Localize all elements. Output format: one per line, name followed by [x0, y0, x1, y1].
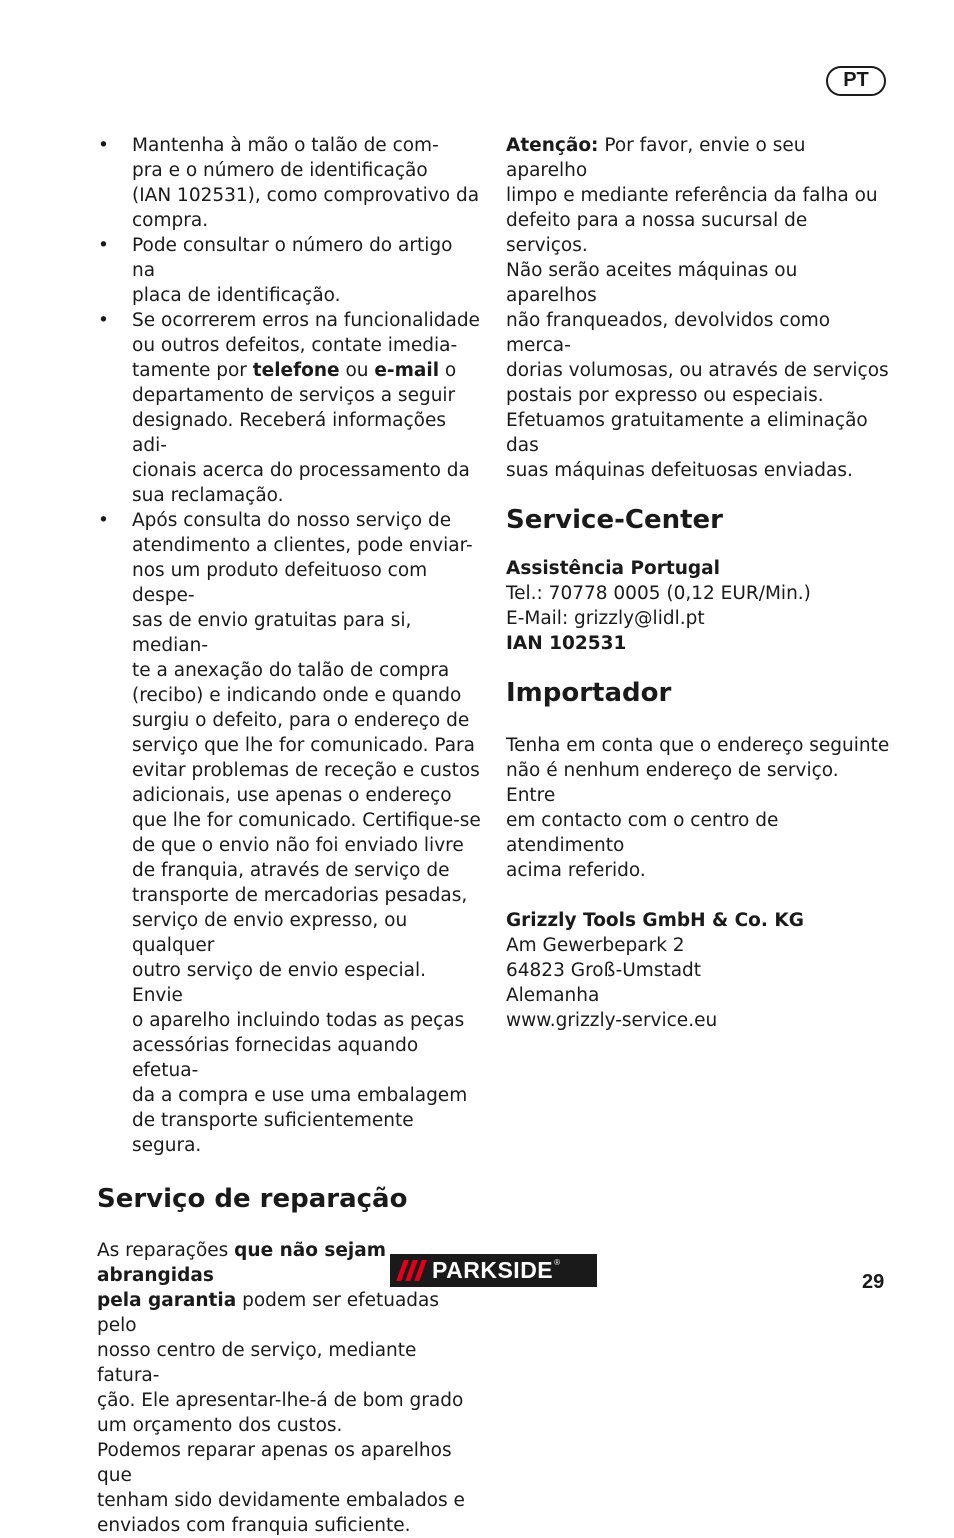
bullet-item-receipt: • Mantenha à mão o talão de com- pra e o número de identificação (IAN 102531), como comprovativo da compra.: [97, 133, 481, 233]
email-emphasis: e-mail: [374, 360, 440, 381]
service-email: E-Mail: grizzly@lidl.pt: [506, 608, 705, 629]
importer-heading: Importador: [506, 678, 672, 708]
logo-wordmark: PARKSIDE: [432, 1257, 554, 1283]
service-center-contact: [506, 556, 892, 656]
page-number: 29: [862, 1271, 885, 1293]
warranty-bullet-list: [97, 133, 481, 1158]
bullet-item-contact: • Se ocorrerem erros na funcionalidade ou outros defeitos, contate imedia- tamente por telefone ou e-mail o departamento de serviços a seguir designado. Receberá informações adi- cionais acerca do processamento da sua reclamação.: [97, 308, 481, 508]
attention-paragraph: Atenção: Por favor, envie o seu aparelho limpo e mediante referência da falha ou defeito para a nossa sucursal de serviços. Não serão aceites máquinas ou aparelhos não franqueados, devolvidos como merca- dorias volumosas, ou através de serviços postais por expresso ou especiais. Efetuamos gratuitamente a eliminação das suas máquinas defeituosas enviadas.: [506, 135, 889, 481]
left-column: [97, 133, 481, 1538]
repair-paragraph: As reparações que não sejam abrangidas pela garantia podem ser efetuadas pelo nosso centro de serviço, mediante fatura- ção. Ele apresentar-lhe-á de bom grado um orçamento dos custos.: [97, 1240, 464, 1436]
spacer: [506, 883, 892, 908]
importer-company: Grizzly Tools GmbH & Co. KG: [506, 910, 804, 931]
service-center-heading: Service-Center: [506, 505, 723, 535]
language-badge: PT: [826, 66, 886, 96]
attention-label: Atenção:: [506, 135, 599, 156]
importer-address: Grizzly Tools GmbH & Co. KG Am Gewerbepark 2 64823 Groß-Umstadt Alemanha www.grizzly-service.eu: [506, 910, 804, 1031]
parkside-logo: [390, 1254, 597, 1287]
service-phone: Tel.: 70778 0005 (0,12 EUR/Min.): [506, 583, 811, 604]
repair-service-heading: Serviço de reparação: [97, 1184, 408, 1214]
importer-website: www.grizzly-service.eu: [506, 1010, 718, 1031]
logo-stripes-icon: [390, 1254, 432, 1287]
registered-mark: ®: [554, 1258, 561, 1267]
repair-packaging-paragraph: Podemos reparar apenas os aparelhos que tenham sido devidamente embalados e enviados com franquia suficiente.: [97, 1440, 465, 1536]
telefone-emphasis: telefone: [252, 360, 340, 381]
right-column: [506, 133, 892, 1033]
service-center-name: Assistência Portugal: [506, 558, 720, 579]
bullet-item-article-number: • Pode consultar o número do artigo na placa de identificação.: [97, 233, 481, 308]
service-ian: IAN 102531: [506, 633, 627, 654]
bullet-item-shipping: • Após consulta do nosso serviço de atendimento a clientes, pode enviar- nos um produto defeituoso com despe- sas de envio gratuitas para si, median- te a anexação do talão de compra (recibo) e indicando onde e quando surgiu o defeito, para o endereço de serviço que lhe for comunicado. Para evitar problemas de receção e custos adicionais, use apenas o endereço que lhe for comunicado. Certifique-se de que o envio não foi enviado livre de franquia, através de serviço de transporte de mercadorias pesadas, serviço de envio expresso, ou qualquer outro serviço de envio especial. Envie o aparelho incluindo todas as peças acessórias fornecidas aquando efetua- da a compra e use uma embalagem de transporte suficientemente segura.: [97, 508, 481, 1158]
importer-note: Tenha em conta que o endereço seguinte não é nenhum endereço de serviço. Entre em contacto com o centro de atendimento acima referido.: [506, 735, 890, 881]
